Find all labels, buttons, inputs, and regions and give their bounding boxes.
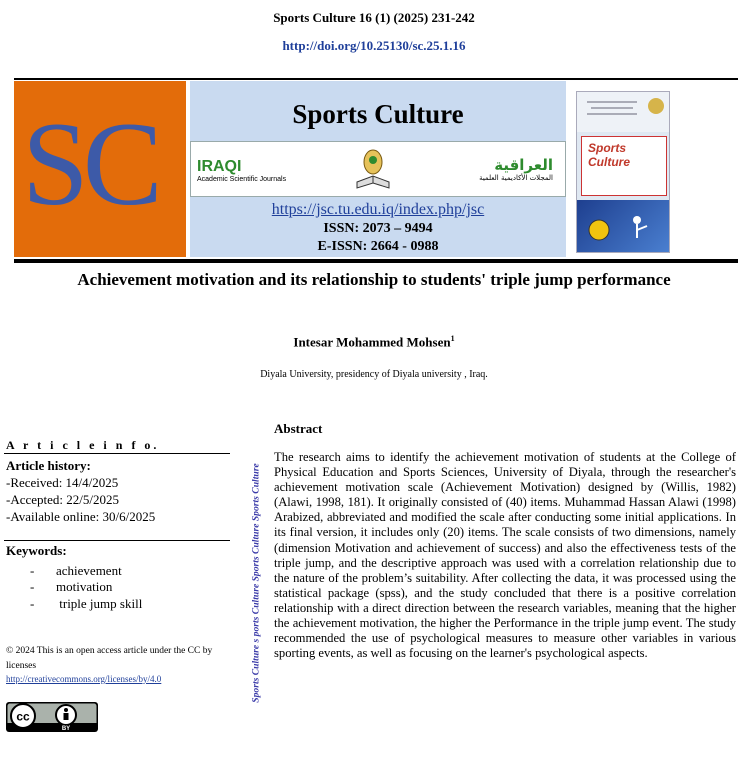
journal-banner-panel: [190, 81, 566, 257]
partner-logos-strip: [190, 141, 566, 197]
svg-text:cc: cc: [16, 709, 30, 724]
affiliation: Diyala University, presidency of Diyala university , Iraq.: [260, 369, 488, 380]
cover-title-box: [581, 136, 667, 196]
journal-cover-thumbnail: [576, 91, 670, 253]
cc-by-badge[interactable]: [6, 702, 98, 732]
vertical-journal-watermark: [246, 456, 266, 710]
abstract-body: The research aims to identify the achievement motivation of students at the College of Physical Education and Sports Sciences, University of Diyala, through the researcher's achievement motivation scale (Achievement Motivation) designed by (Willis, 1982) (Alawi, 1998, 181). It originally consisted of (40) items. Muhammad Hassan Alawi (1998) Arabized, abbreviated and modified the scale after conducting some initial applications. In its final version, it includes only (20) items. The scale consists of two dimensions, namely (dimension Motivation and achievement of success) and also the effectiveness tests of the triple jump, and the descriptive approach was used with a correlation relationship due to the nature of the problem’s suitability. After collecting the data, it was processed using the statistical package (spss), and the study concluded that there is a positive correlation relationship with a direct direction between the research variables, meaning that the higher the achievement motivation, the higher the Performance in the triple jump event. The study recommended the use of psychological measures to measure other variables in various sporting events, as well as focusing on the learner's psychological aspects.: [274, 450, 736, 661]
article-info-rule: [4, 453, 230, 454]
cover-title: Sports Culture: [588, 141, 630, 169]
iraqi-logo-word: IRAQI: [197, 158, 242, 175]
keyword-item: motivation: [56, 579, 113, 594]
svg-text:BY: BY: [61, 726, 71, 732]
keyword-bullet: -: [30, 563, 35, 578]
banner-title: Sports Culture: [292, 99, 464, 129]
author-superscript: 1: [450, 334, 455, 343]
sc-logo-text: SC: [22, 97, 157, 230]
issn: ISSN: 2073 – 9494: [323, 221, 433, 236]
keyword-item: triple jump skill: [56, 596, 143, 611]
iraqi-logo-subtitle: Academic Scientific Journals: [197, 176, 287, 183]
article-history-label: Article history:: [6, 458, 91, 473]
journal-website-link[interactable]: https://jsc.tu.edu.iq/index.php/jsc: [271, 201, 485, 218]
keyword-bullet: -: [30, 596, 35, 611]
cover-header-graphic: [577, 92, 669, 132]
cc-badge-graphic: [6, 702, 98, 732]
doi-link[interactable]: http://doi.org/10.25130/sc.25.1.16: [282, 38, 466, 53]
arabic-journals-logo: [479, 156, 553, 182]
banner-top-rule: [14, 78, 738, 80]
arabic-logo-subtitle: المجلات الأكاديمية العلمية: [479, 174, 553, 182]
sc-logo: [14, 81, 186, 257]
cover-sports-graphic: [577, 200, 669, 252]
arabic-logo-word: العراقية: [494, 156, 553, 174]
history-accepted: -Accepted: 22/5/2025: [6, 492, 119, 507]
author-line: [0, 334, 748, 350]
keywords-rule: [4, 540, 230, 541]
paper-title: Achievement motivation and its relationship to students' triple jump performance: [77, 270, 671, 289]
banner-bottom-rule: [14, 259, 738, 263]
history-online: -Available online: 30/6/2025: [6, 509, 156, 524]
article-info-heading: A r t i c l e i n f o.: [6, 438, 160, 452]
license-text: © 2024 This is an open access article under the CC by licenses: [6, 646, 213, 671]
keyword-bullet: -: [30, 579, 35, 594]
vertical-journal-text: Sports Culture s ports Culture Sports Culture Sports Culture: [250, 463, 262, 703]
journal-reference: Sports Culture 16 (1) (2025) 231-242: [273, 10, 475, 25]
author-name: Intesar Mohammed Mohsen: [293, 334, 451, 350]
iraqi-journals-logo: [197, 158, 286, 183]
university-emblem-icon: [353, 148, 393, 192]
keyword-item: achievement: [56, 563, 122, 578]
keywords-label: Keywords:: [6, 543, 67, 558]
license-link[interactable]: http://creativecommons.org/licenses/by/4.0: [6, 674, 162, 684]
history-received: -Received: 14/4/2025: [6, 475, 119, 490]
eissn: E-ISSN: 2664 - 0988: [317, 239, 439, 254]
abstract-heading: Abstract: [274, 421, 323, 436]
